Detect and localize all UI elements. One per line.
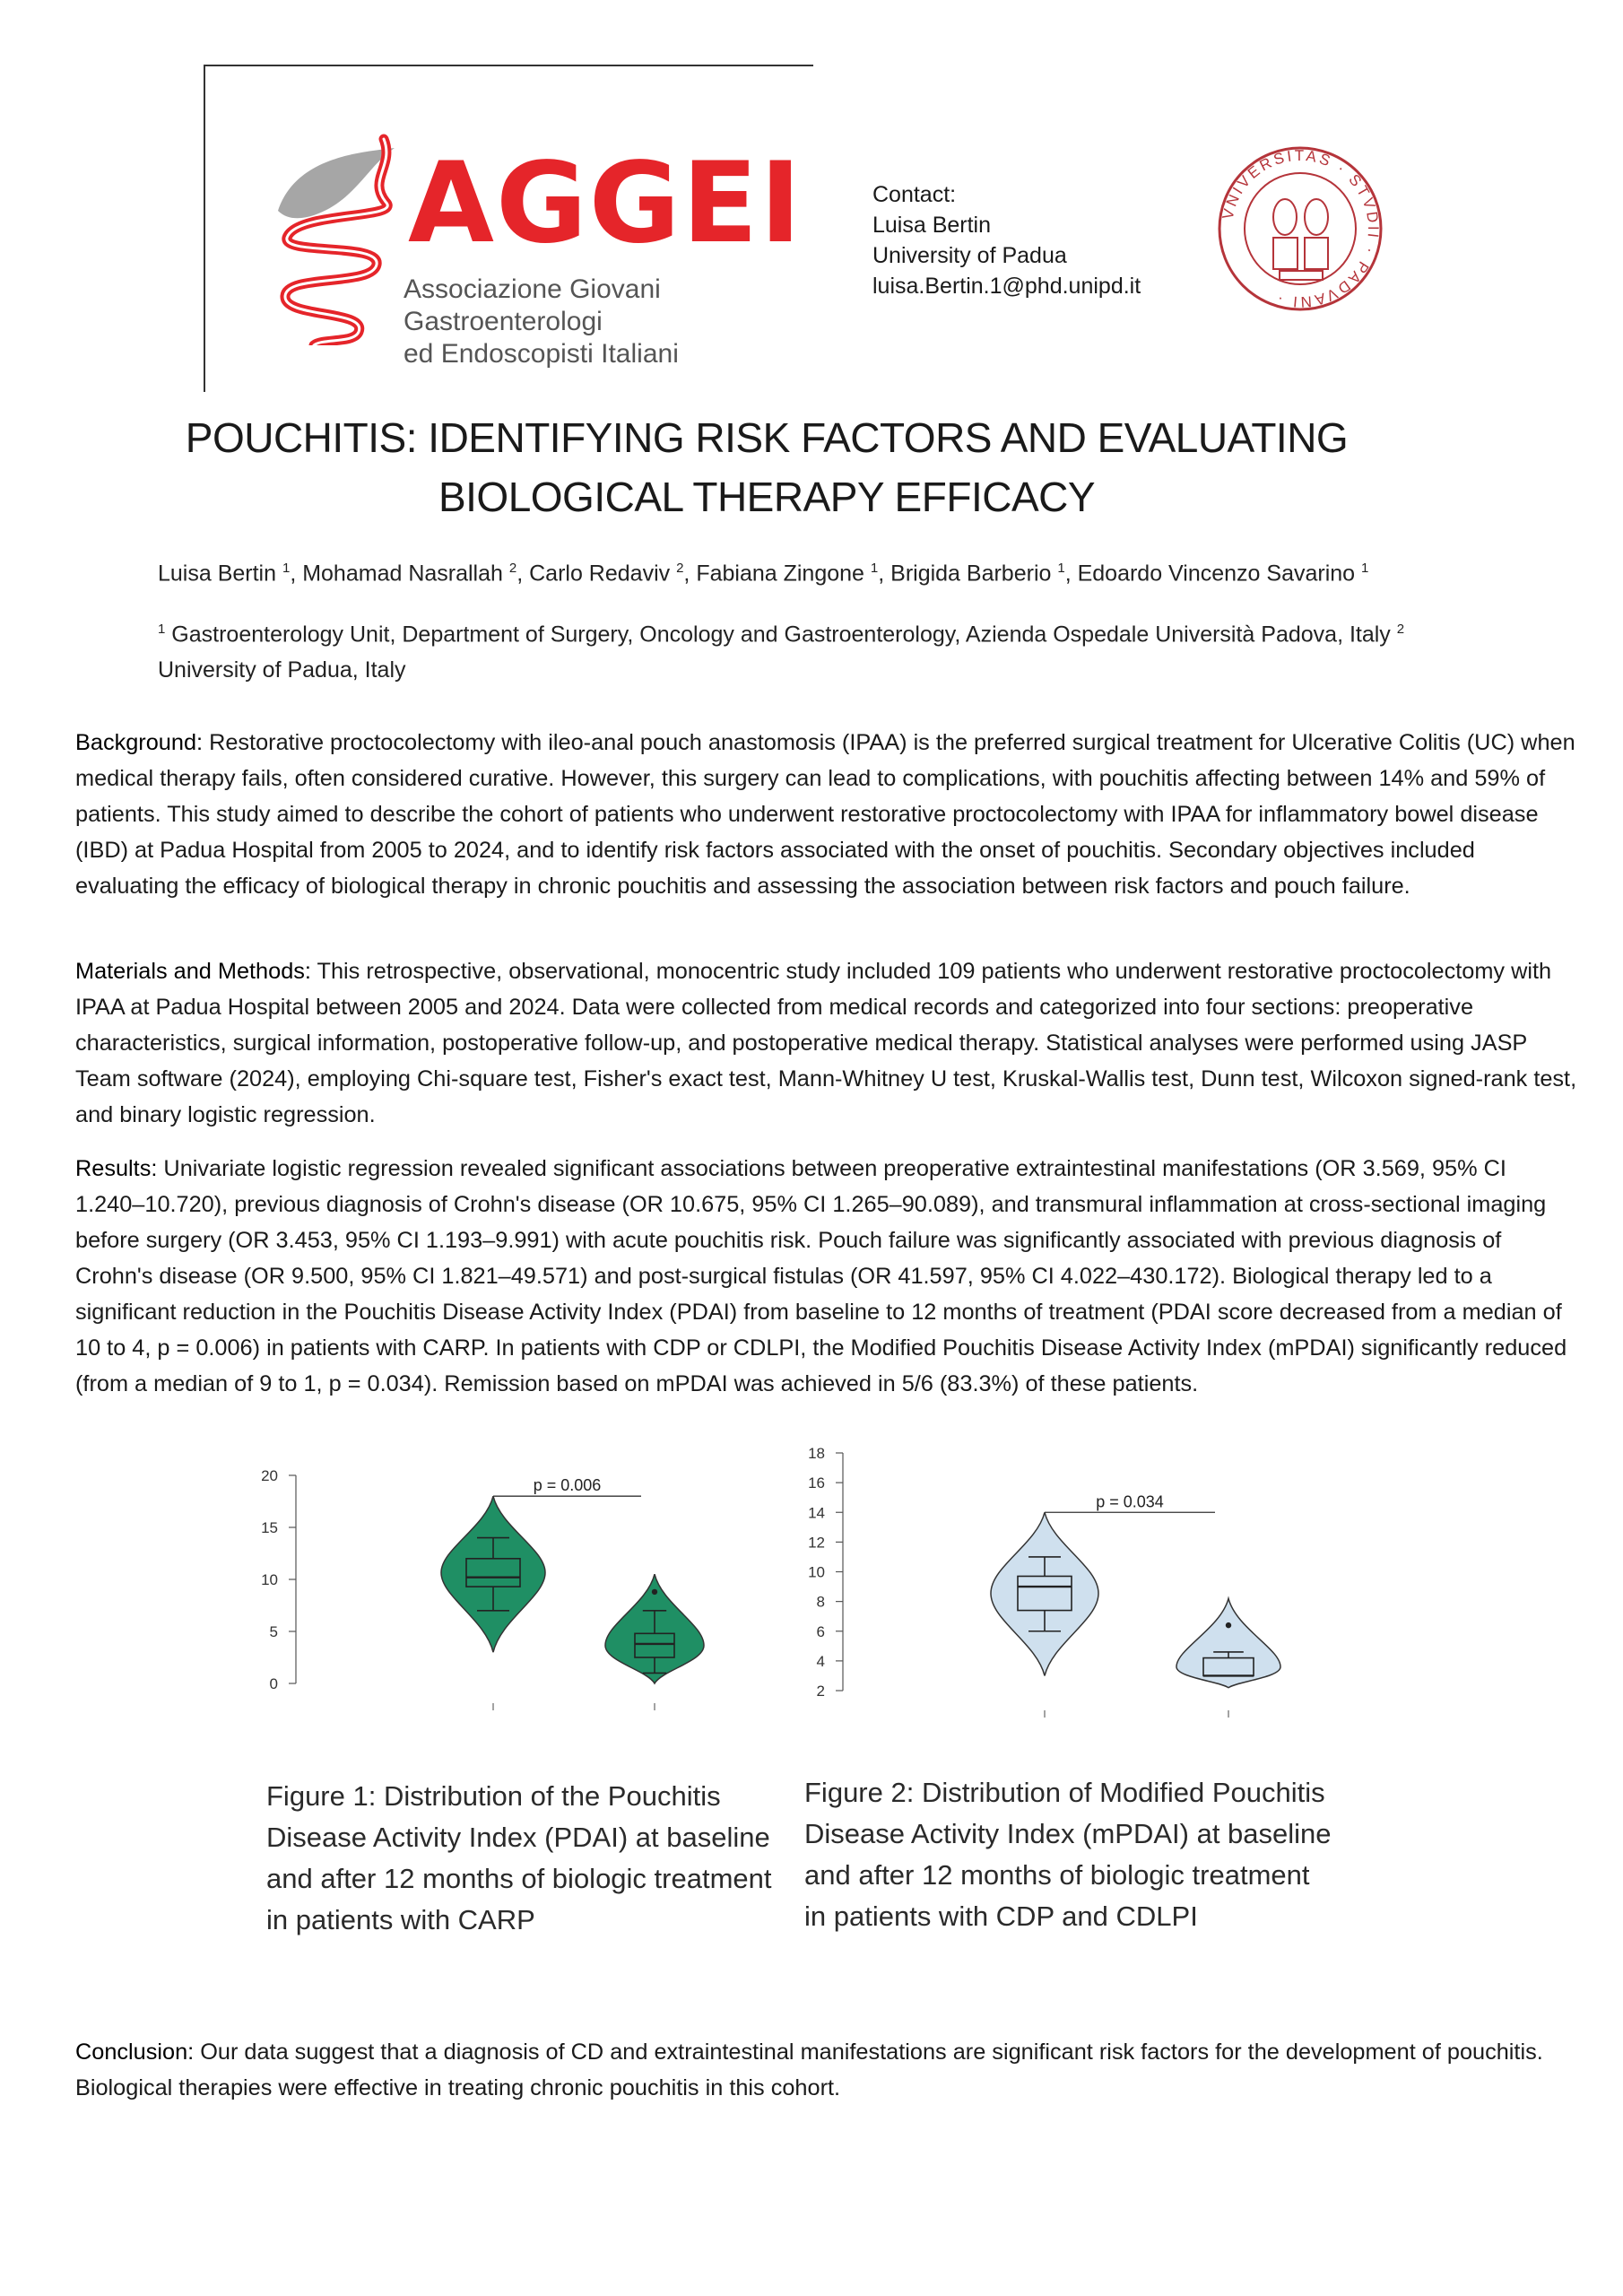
figure-1-violin-chart <box>242 1448 744 1726</box>
author-4: , Fabiana Zingone <box>683 561 871 587</box>
methods-paragraph <box>75 953 1582 1133</box>
outlier-point <box>652 1589 657 1595</box>
figure-2-caption-line-1: Figure 2: Distribution of Modified Pouchitis <box>804 1777 1325 1808</box>
background-paragraph <box>75 725 1582 904</box>
figure-1-caption-line-2: Disease Activity Index (PDAI) at baseline <box>266 1822 770 1853</box>
intestine-logo-icon <box>260 130 412 345</box>
conclusion-heading: Conclusion: <box>75 2039 195 2065</box>
p-value-annotation: p = 0.034 <box>1096 1492 1164 1511</box>
figure-1-caption <box>266 1776 772 1941</box>
y-tick-label: 16 <box>808 1474 825 1492</box>
y-tick-label: 18 <box>808 1445 825 1462</box>
header-frame-top <box>204 65 813 66</box>
contact-name: Luisa Bertin <box>872 213 992 238</box>
affiliation-1-text: Gastroenterology Unit, Department of Surgery, Oncology and Gastroenterology, Azienda Ospedale Università Padova, Italy <box>165 622 1397 648</box>
y-tick-label: 14 <box>808 1504 825 1522</box>
contact-email[interactable]: luisa.Bertin.1@phd.unipd.it <box>872 274 1141 299</box>
author-6: , Edoardo Vincenzo Savarino <box>1064 561 1362 587</box>
figure-1-caption-line-3: and after 12 months of biologic treatment <box>266 1863 772 1894</box>
university-seal-icon <box>1215 144 1385 314</box>
violin-shape <box>991 1512 1098 1675</box>
results-paragraph <box>75 1151 1582 1402</box>
methods-text: This retrospective, observational, monocentric study included 109 patients who underwent restorative proctocolectomy with IPAA at Padua Hospital between 2005 and 2024. Data were collected from medical records and categorized into four sections: preoperative characteristics, surgical information, postoperative follow-up, and postoperative medical therapy. Statistical analyses were performed using JASP Team software (2024), employing Chi-square test, Fisher's exact test, Mann-Whitney U test, Kruskal-Wallis test, Dunn test, Wilcoxon signed-rank test, and binary logistic regression. <box>75 959 1577 1127</box>
y-tick-label: 10 <box>261 1571 278 1588</box>
y-tick-label: 20 <box>261 1467 278 1484</box>
author-3: , Carlo Redaviv <box>516 561 677 587</box>
logo-subtitle-line-2: ed Endoscopisti Italiani <box>404 339 679 369</box>
affiliations <box>158 612 1485 688</box>
violin-shape <box>1176 1598 1280 1687</box>
y-tick-label: 15 <box>261 1519 278 1536</box>
aggei-logo <box>260 130 816 369</box>
figure-2-caption-line-2: Disease Activity Index (mPDAI) at baseline <box>804 1818 1332 1849</box>
y-tick-label: 4 <box>816 1652 825 1670</box>
results-text: Univariate logistic regression revealed significant associations between preoperative extraintestinal manifestations (OR 3.569, 95% CI 1.240–10.720), previous diagnosis of Crohn's disease (OR 10.675, 95% CI 1.265–90.089), and transmural inflammation at cross-sectional imaging before surgery (OR 3.453, 95% CI 1.193–9.991) with acute pouchitis risk. Pouch failure was significantly associated with previous diagnosis of Crohn's disease (OR 9.500, 95% CI 1.821–49.571) and post-surgical fistulas (OR 41.597, 95% CI 4.022–430.172). Biological therapy led to a significant reduction in the Pouchitis Disease Activity Index (PDAI) from baseline to 12 months of treatment (PDAI score decreased from a median of 10 to 4, p = 0.006) in patients with CARP. In patients with CDP or CDLPI, the Modified Pouchitis Disease Activity Index (mPDAI) significantly reduced (from a median of 9 to 1, p = 0.034). Remission based on mPDAI was achieved in 5/6 (83.3%) of these patients. <box>75 1156 1567 1396</box>
outlier-point <box>1226 1622 1231 1628</box>
affiliation-2-text: University of Padua, Italy <box>158 657 406 683</box>
author-1: Luisa Bertin <box>158 561 282 587</box>
y-tick-label: 5 <box>269 1623 278 1640</box>
conclusion-text: Our data suggest that a diagnosis of CD and extraintestinal manifestations are significant risk factors for the development of pouchitis. Biological therapies were effective in treating chronic pouchitis in this cohort. <box>75 2039 1543 2100</box>
y-tick-label: 6 <box>816 1622 825 1640</box>
conclusion-paragraph <box>75 2034 1582 2106</box>
header-frame-left <box>204 65 205 392</box>
figure-1-caption-line-4: in patients with CARP <box>266 1904 535 1935</box>
p-value-annotation: p = 0.006 <box>533 1476 602 1495</box>
author-3-affiliation: 2 <box>676 561 684 576</box>
figure-2-caption-line-4: in patients with CDP and CDLPI <box>804 1900 1198 1932</box>
affiliation-2-marker: 2 <box>1396 622 1405 637</box>
author-1-affiliation: 1 <box>282 561 291 576</box>
author-5: , Brigida Barberio <box>878 561 1058 587</box>
author-2-affiliation: 2 <box>508 561 517 576</box>
author-6-affiliation: 1 <box>1361 561 1369 576</box>
contact-institution: University of Padua <box>872 243 1067 268</box>
title-line-2: BIOLOGICAL THERAPY EFFICACY <box>438 474 1096 520</box>
contact-block <box>872 179 1141 301</box>
figure-2-caption <box>804 1772 1332 1937</box>
author-4-affiliation: 1 <box>870 561 879 576</box>
violin-shape <box>441 1496 545 1652</box>
y-tick-label: 0 <box>269 1675 278 1692</box>
poster-title <box>135 408 1399 526</box>
logo-subtitle <box>404 274 816 370</box>
background-heading: Background: <box>75 730 204 755</box>
author-list <box>158 561 1368 587</box>
y-tick-label: 8 <box>816 1593 825 1611</box>
author-5-affiliation: 1 <box>1057 561 1065 576</box>
author-2: , Mohamad Nasrallah <box>290 561 509 587</box>
figure-2-violin-chart <box>789 1431 1309 1726</box>
affiliation-1-marker: 1 <box>158 622 166 637</box>
figure-2-caption-line-3: and after 12 months of biologic treatment <box>804 1859 1310 1891</box>
logo-wordmark: AGGEI <box>408 139 803 268</box>
y-tick-label: 12 <box>808 1534 825 1552</box>
svg-text:VNIVERSITAS · STVDII · PADVANI: VNIVERSITAS · STVDII · PADVANI · <box>1219 146 1383 311</box>
results-heading: Results: <box>75 1156 158 1181</box>
logo-subtitle-line-1: Associazione Giovani Gastroenterologi <box>404 274 661 336</box>
y-tick-label: 2 <box>816 1683 825 1700</box>
background-text: Restorative proctocolectomy with ileo-anal pouch anastomosis (IPAA) is the preferred surgical treatment for Ulcerative Colitis (UC) when medical therapy fails, often considered curative. However, this surgery can lead to complications, with pouchitis affecting between 14% and 59% of patients. This study aimed to describe the cohort of patients who underwent restorative proctocolectomy with IPAA for inflammatory bowel disease (IBD) at Padua Hospital from 2005 to 2024, and to identify risk factors associated with the onset of pouchitis. Secondary objectives included evaluating the efficacy of biological therapy in chronic pouchitis and assessing the association between risk factors and pouch failure. <box>75 730 1575 899</box>
figure-1-caption-line-1: Figure 1: Distribution of the Pouchitis <box>266 1780 721 1812</box>
methods-heading: Materials and Methods: <box>75 959 311 984</box>
contact-label: Contact: <box>872 182 957 207</box>
y-tick-label: 10 <box>808 1563 825 1581</box>
title-line-1: POUCHITIS: IDENTIFYING RISK FACTORS AND EVALUATING <box>185 414 1349 461</box>
